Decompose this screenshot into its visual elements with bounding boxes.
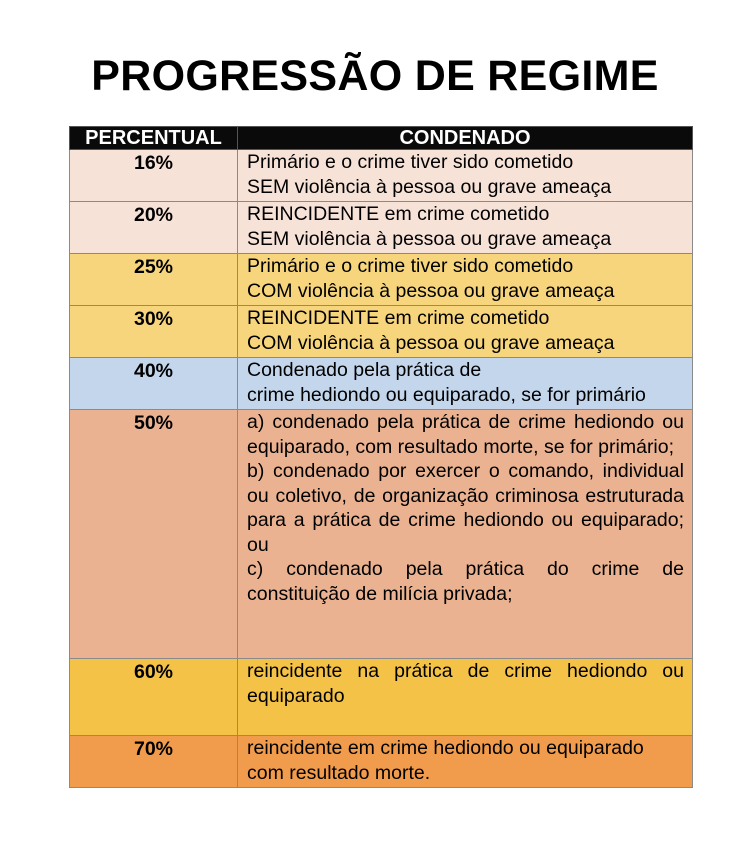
table-row — [70, 306, 693, 358]
description-line: SEM violência à pessoa ou grave ameaça — [247, 175, 612, 198]
description-cell — [238, 358, 693, 410]
description-paragraph: b) condenado por exercer o comando, individual ou coletivo, de organização criminosa estruturada para a prática de crime hediondo ou equiparado; ou — [247, 460, 684, 556]
description-cell — [238, 306, 693, 358]
table-row — [70, 202, 693, 254]
table-row — [70, 659, 693, 736]
description-line: crime hediondo ou equiparado, se for primário — [247, 383, 646, 406]
table-header-row — [70, 127, 693, 150]
page-title: PROGRESSÃO DE REGIME — [91, 52, 659, 100]
description-cell — [238, 659, 693, 736]
description-line: REINCIDENTE em crime cometido — [247, 203, 550, 225]
description-paragraph: reincidente na prática de crime hediondo ou equiparado — [247, 660, 684, 707]
percent-cell: 16% — [70, 150, 238, 202]
percent-cell: 60% — [70, 659, 238, 736]
description-line: com resultado morte. — [247, 761, 431, 784]
percent-cell: 70% — [70, 736, 238, 788]
description-line: Primário e o crime tiver sido cometido — [247, 151, 574, 173]
percent-cell: 30% — [70, 306, 238, 358]
header-condenado: CONDENADO — [238, 127, 693, 150]
table-row — [70, 736, 693, 788]
table-row — [70, 410, 693, 659]
description-cell — [238, 410, 693, 659]
description-line: SEM violência à pessoa ou grave ameaça — [247, 227, 612, 250]
header-percentual: PERCENTUAL — [70, 127, 238, 150]
percent-cell: 40% — [70, 358, 238, 410]
description-line: COM violência à pessoa ou grave ameaça — [247, 331, 615, 354]
table-row — [70, 254, 693, 306]
description-cell — [238, 202, 693, 254]
description-line: REINCIDENTE em crime cometido — [247, 307, 550, 329]
description-cell — [238, 150, 693, 202]
percent-cell: 25% — [70, 254, 238, 306]
table-row — [70, 150, 693, 202]
description-cell — [238, 736, 693, 788]
regime-progression-table — [69, 126, 693, 788]
description-line: reincidente em crime hediondo ou equiparado — [247, 737, 644, 759]
table-row — [70, 358, 693, 410]
description-paragraph: a) condenado pela prática de crime hediondo ou equiparado, com resultado morte, se for primário; — [247, 411, 684, 458]
percent-cell: 20% — [70, 202, 238, 254]
description-line: COM violência à pessoa ou grave ameaça — [247, 279, 615, 302]
description-paragraph: c) condenado pela prática do crime de constituição de milícia privada; — [247, 558, 684, 605]
description-line: Primário e o crime tiver sido cometido — [247, 255, 574, 277]
description-cell — [238, 254, 693, 306]
description-line: Condenado pela prática de — [247, 359, 482, 381]
percent-cell: 50% — [70, 410, 238, 659]
